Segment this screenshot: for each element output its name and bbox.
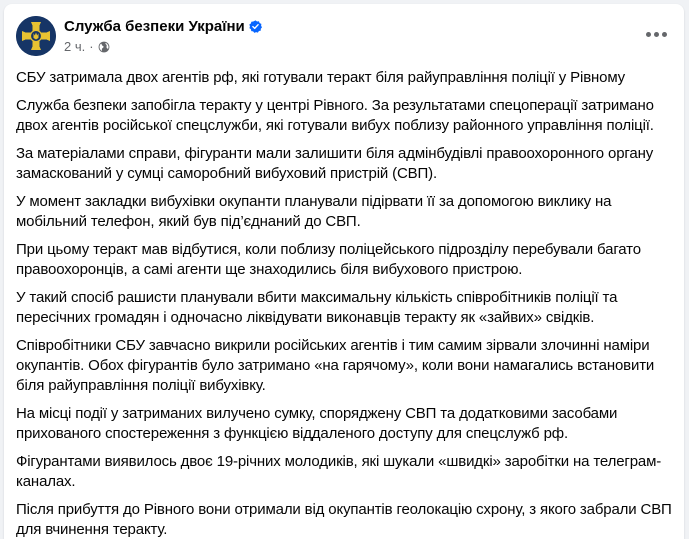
post-paragraph: На місці події у затриманих вилучено сумку, споряджену СВП та додатковими засобами прихованого спостереження з функцією віддаленого доступу для спецслужб рф.	[16, 405, 618, 442]
post-paragraph: Фігурантами виявилось двоє 19-річних молодиків, які шукали «швидкі» заробітки на телеграм-каналах.	[16, 453, 662, 490]
post-header	[16, 16, 262, 56]
post-meta	[64, 17, 262, 56]
more-options-button[interactable]	[642, 24, 670, 44]
globe-icon[interactable]	[98, 41, 110, 53]
post-paragraph: При цьому теракт мав відбутися, коли поблизу поліцейського підрозділу перебували багато правоохоронців, а самі агенти ще знаходились біля вибухового пристрою.	[16, 241, 641, 278]
verified-badge-icon	[249, 20, 262, 33]
post-card	[4, 4, 684, 539]
sbu-emblem-icon	[16, 16, 56, 56]
post-paragraph: У момент закладки вибухівки окупанти планували підірвати її за допомогою виклику на мобільний телефон, який був під’єднаний до СВП.	[16, 193, 612, 230]
post-subline	[64, 38, 262, 56]
page-avatar[interactable]	[16, 16, 56, 56]
more-dot-icon	[662, 32, 667, 37]
more-dot-icon	[654, 32, 659, 37]
more-dot-icon	[646, 32, 651, 37]
post-text	[16, 68, 680, 539]
post-paragraph-headline: СБУ затримала двох агентів рф, які готували теракт біля райуправління поліції у Рівному	[16, 69, 626, 86]
page-name-link[interactable]: Служба безпеки України	[64, 17, 245, 35]
separator-dot: ·	[89, 38, 94, 54]
post-paragraph: Служба безпеки запобігла теракту у центрі Рівного. За результатами спецоперації затримано двох агентів російської спецслужби, які готували вибух поблизу районного управління поліції.	[16, 97, 654, 134]
post-paragraph: Співробітники СБУ завчасно викрили російських агентів і тим самим зірвали злочинні наміри окупантів. Обох фігурантів було затримано «на гарячому», коли вони намагались встановити біля райуправління поліції вибухівку.	[16, 337, 655, 394]
post-paragraph: У такий спосіб рашисти планували вбити максимальну кількість співробітників поліції та пересічних громадян і одночасно ліквідувати виконавців теракту як «зайвих» свідків.	[16, 289, 618, 326]
author-row	[64, 17, 262, 37]
post-paragraph: За матеріалами справи, фігуранти мали залишити біля адмінбудівлі правоохоронного органу замаскований у сумці саморобний вибуховий пристрій (СВП).	[16, 145, 654, 182]
post-paragraph: Після прибуття до Рівного вони отримали від окупантів геолокацію схрону, з якого забрали СВП для вчинення теракту.	[16, 501, 672, 538]
post-timestamp-link[interactable]: 2 ч.	[64, 38, 86, 54]
